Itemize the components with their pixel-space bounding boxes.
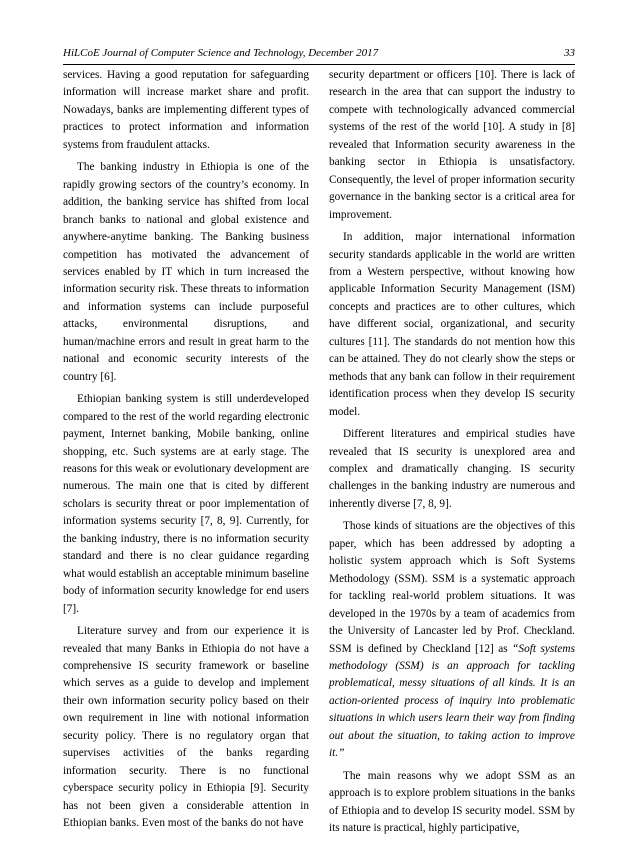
journal-title: HiLCoE Journal of Computer Science and Technology, December 2017 bbox=[63, 47, 379, 59]
paragraph: The main reasons why we adopt SSM as an approach is to explore problem situations in the banks of Ethiopia and to develop IS security model. SSM by its nature is practical, highly participative, bbox=[329, 769, 575, 835]
paragraph: The banking industry in Ethiopia is one of the rapidly growing sectors of the country’s economy. In addition, the banking service has shifted from local branch banks to national and global existence and anywhere-anytime banking. The Banking business competition has motivated the advancement of services enabled by IT which in turn increased the information security risk. These threats to information and information systems can include purposeful attacks, environmental disruptions, and human/machine errors and result in great harm to the national and economic security interests of the country [6]. bbox=[63, 161, 309, 383]
page-number: 33 bbox=[564, 47, 575, 59]
ssm-definition-quote: “Soft systems methodology (SSM) is an approach for tackling problematical, messy situations of all kinds. It is an action-oriented process of inquiry into problematic situations in which users learn their way from finding out about the situation, to taking action to improve it.” bbox=[329, 642, 575, 760]
paragraph: Literature survey and from our experience it is revealed that many Banks in Ethiopia do not have a comprehensive IS security framework or baseline which serves as a guide to develop and implement their own information security policy based on their own requirement in line with notional information security policy. There is no regulatory organ that supervises activities of the banks regarding information security. There is no functional cyberspace security policy in Ethiopia [9]. Security has not been given a considerable attention in Ethiopian banks. Even most of the banks do not have bbox=[63, 625, 309, 830]
paragraph: services. Having a good reputation for safeguarding information will increase market share and profit. Nowadays, banks are implementing different types of practices to protect information and information systems from fraudulent attacks. bbox=[63, 69, 309, 151]
paragraph: security department or officers [10]. There is lack of research in the area that can support the industry to compete with technologically advanced commercial systems of the rest of the world [10]. A study in [8] revealed that Information security awareness in the banking sector in Ethiopia is unsatisfactory. Consequently, the level of proper information security governance in the banking sector is a critical area for improvement. bbox=[329, 69, 575, 221]
right-column bbox=[329, 67, 575, 842]
paragraph: Ethiopian banking system is still underdeveloped compared to the rest of the world regarding electronic payment, Internet banking, Mobile banking, online shopping, etc. Such systems are at early stage. The reasons for this weak or evolutionary development are numerous. The main one that is cited by different scholars is security threat or poor implementation of information systems security [7, 8, 9]. Currently, for the banking industry, there is no information security standard and there is no clear guidance regarding what would establish an acceptable minimum baseline body of information security knowledge for end users [7]. bbox=[63, 393, 309, 615]
paragraph: Different literatures and empirical studies have revealed that IS security is unexplored area and complex and dramatically changing. IS security challenges in the banking industry are numerous and inherently diverse [7, 8, 9]. bbox=[329, 428, 575, 510]
paragraph-text: Those kinds of situations are the objectives of this paper, which has been addressed by adopting a holistic system approach which is Soft Systems Methodology (SSM). SSM is a systematic approach for tackling real-world problem situations. It was developed in the 1970s by a team of academics from the University of Lancaster led by Prof. Checkland. SSM is defined by Checkland [12] as bbox=[329, 520, 575, 655]
running-header bbox=[63, 47, 575, 65]
left-column bbox=[63, 67, 309, 837]
paragraph: In addition, major international information security standards applicable in the world are written from a Western perspective, without knowing how applicable Information Security Management (ISM) concepts and practices are to other cultures, which have different social, organizational, and security cultures [11]. The standards do not mention how this can be attained. They do not clearly show the steps or methods that any bank can follow in their requirement identification process when they develop IS security model. bbox=[329, 231, 575, 418]
paragraph-with-quote bbox=[329, 518, 575, 762]
